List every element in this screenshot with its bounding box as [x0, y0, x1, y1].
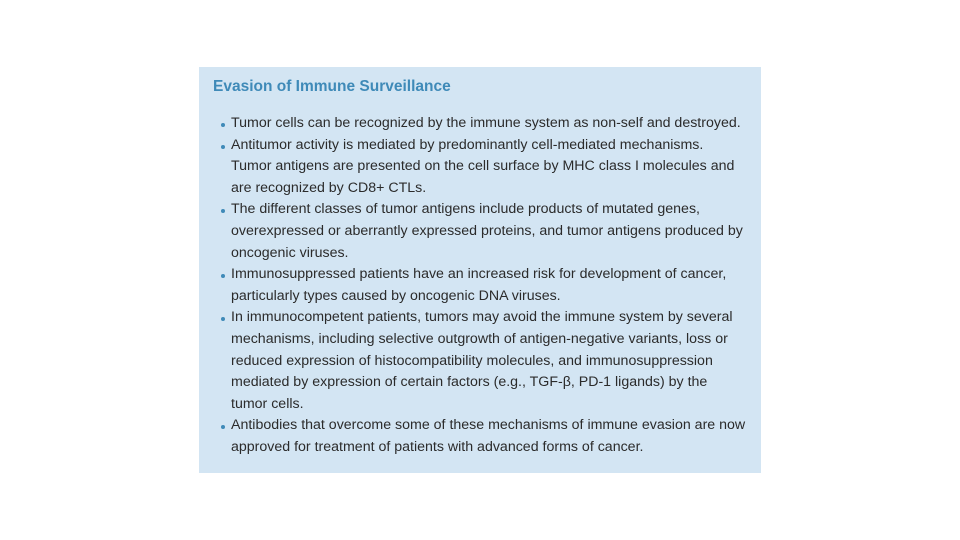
bullet-item	[213, 307, 747, 415]
bullet-text: Antibodies that overcome some of these mechanisms of immune evasion are now approved for treatment of patients with advanced forms of cancer.	[231, 417, 746, 455]
bullet-dot-icon	[221, 317, 225, 321]
bullet-item	[213, 113, 747, 135]
panel-title: Evasion of Immune Surveillance	[213, 78, 451, 95]
bullet-text: Antitumor activity is mediated by predominantly cell-mediated mechanisms. Tumor antigens are presented on the cell surface by MHC class I molecules and are recognized by CD8+ CTLs.	[231, 136, 735, 196]
bullet-dot-icon	[221, 209, 225, 213]
bullet-dot-icon	[221, 145, 225, 149]
bullet-dot-icon	[221, 123, 225, 127]
bullet-text: Tumor cells can be recognized by the immune system as non-self and destroyed.	[231, 115, 741, 131]
bullet-text: In immunocompetent patients, tumors may avoid the immune system by several mechanisms, including selective outgrowth of antigen-negative variants, loss or reduced expression of histocompatibility molecules, and immunosuppression mediated by expression of certain factors (e.g., TGF-β, PD-1 ligands) by the tumor cells.	[231, 309, 733, 412]
bullet-dot-icon	[221, 425, 225, 429]
bullet-text: Immunosuppressed patients have an increased risk for development of cancer, particularly types caused by oncogenic DNA viruses.	[231, 266, 727, 304]
bullet-text: The different classes of tumor antigens include products of mutated genes, overexpressed or aberrantly expressed proteins, and tumor antigens produced by oncogenic viruses.	[231, 201, 743, 261]
bullet-item	[213, 264, 747, 307]
bullet-item	[213, 415, 747, 458]
bullet-list	[213, 113, 747, 459]
summary-panel	[199, 67, 761, 473]
bullet-item	[213, 135, 747, 200]
bullet-dot-icon	[221, 274, 225, 278]
bullet-item	[213, 199, 747, 264]
